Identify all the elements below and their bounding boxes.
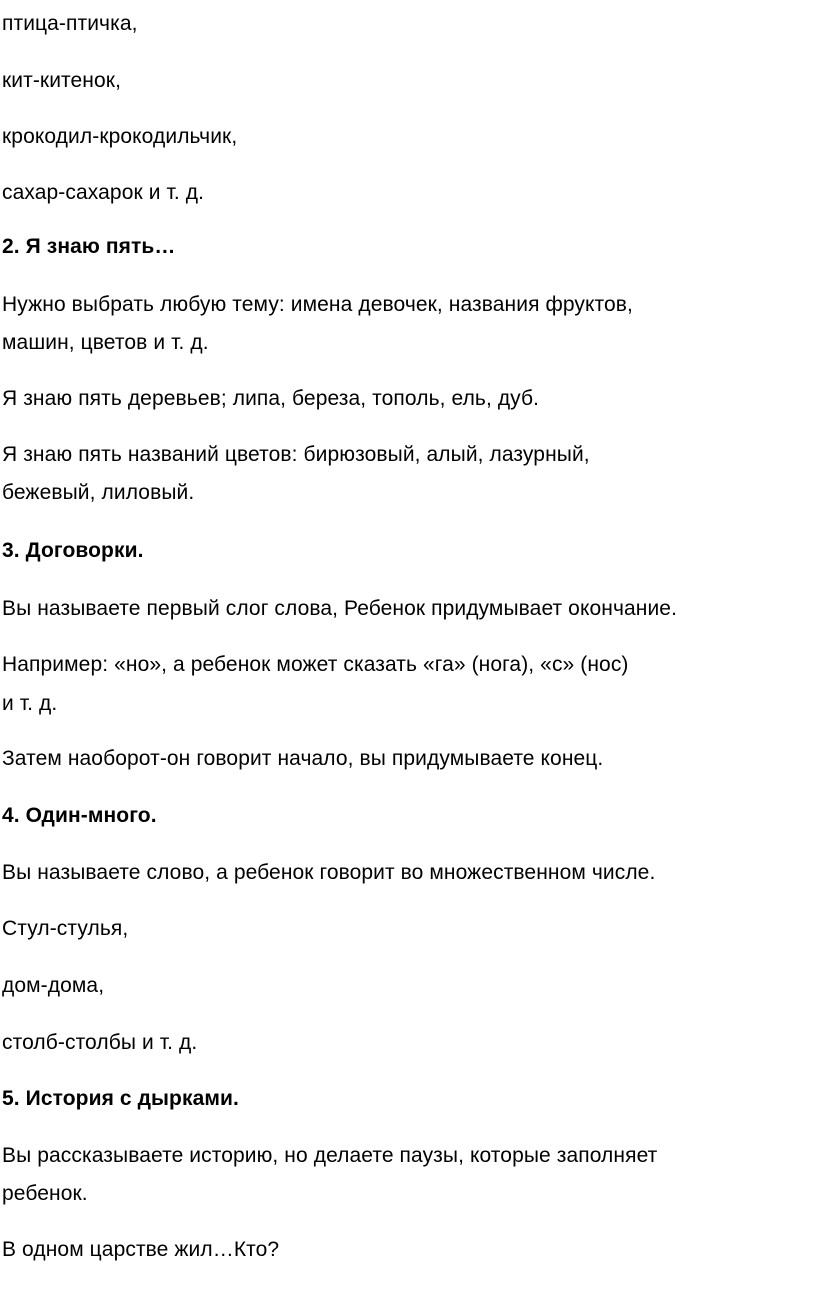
section-heading: 4. Один-много. [2, 804, 157, 827]
text-line: кит-китенок, [2, 69, 122, 92]
paragraph-line: Например: «но», а ребенок может сказать «га» (нога), «с» (нос) [2, 653, 629, 676]
text-line: сахар-сахарок и т. д. [2, 181, 205, 204]
paragraph-line: и т. д. [2, 692, 58, 715]
text-line: птица-птичка, [2, 12, 138, 35]
paragraph-line: Я знаю пять деревьев; липа, береза, тополь, ель, дуб. [2, 387, 540, 410]
section-heading: 2. Я знаю пять… [2, 235, 176, 258]
paragraph-line: Вы рассказываете историю, но делаете паузы, которые заполняет [2, 1144, 658, 1167]
paragraph-line: бежевый, лиловый. [2, 481, 195, 504]
paragraph-line: Я знаю пять названий цветов: бирюзовый, алый, лазурный, [2, 443, 590, 466]
paragraph-line: Вы называете первый слог слова, Ребенок придумывает окончание. [2, 597, 678, 620]
paragraph-line: машин, цветов и т. д. [2, 331, 209, 354]
section-heading: 5. История с дырками. [2, 1087, 239, 1110]
example-line: столб-столбы и т. д. [2, 1031, 198, 1054]
paragraph-line: Нужно выбрать любую тему: имена девочек, названия фруктов, [2, 293, 633, 316]
paragraph-line: Затем наоборот-он говорит начало, вы придумываете конец. [2, 747, 604, 770]
example-line: дом-дома, [2, 974, 105, 997]
section-heading: 3. Договорки. [2, 539, 144, 562]
text-line: крокодил-крокодильчик, [2, 125, 238, 148]
paragraph-line: Вы называете слово, а ребенок говорит во множественном числе. [2, 861, 656, 884]
paragraph-line: В одном царстве жил…Кто? [2, 1238, 280, 1261]
paragraph-line: ребенок. [2, 1182, 88, 1205]
example-line: Стул-стулья, [2, 917, 129, 940]
